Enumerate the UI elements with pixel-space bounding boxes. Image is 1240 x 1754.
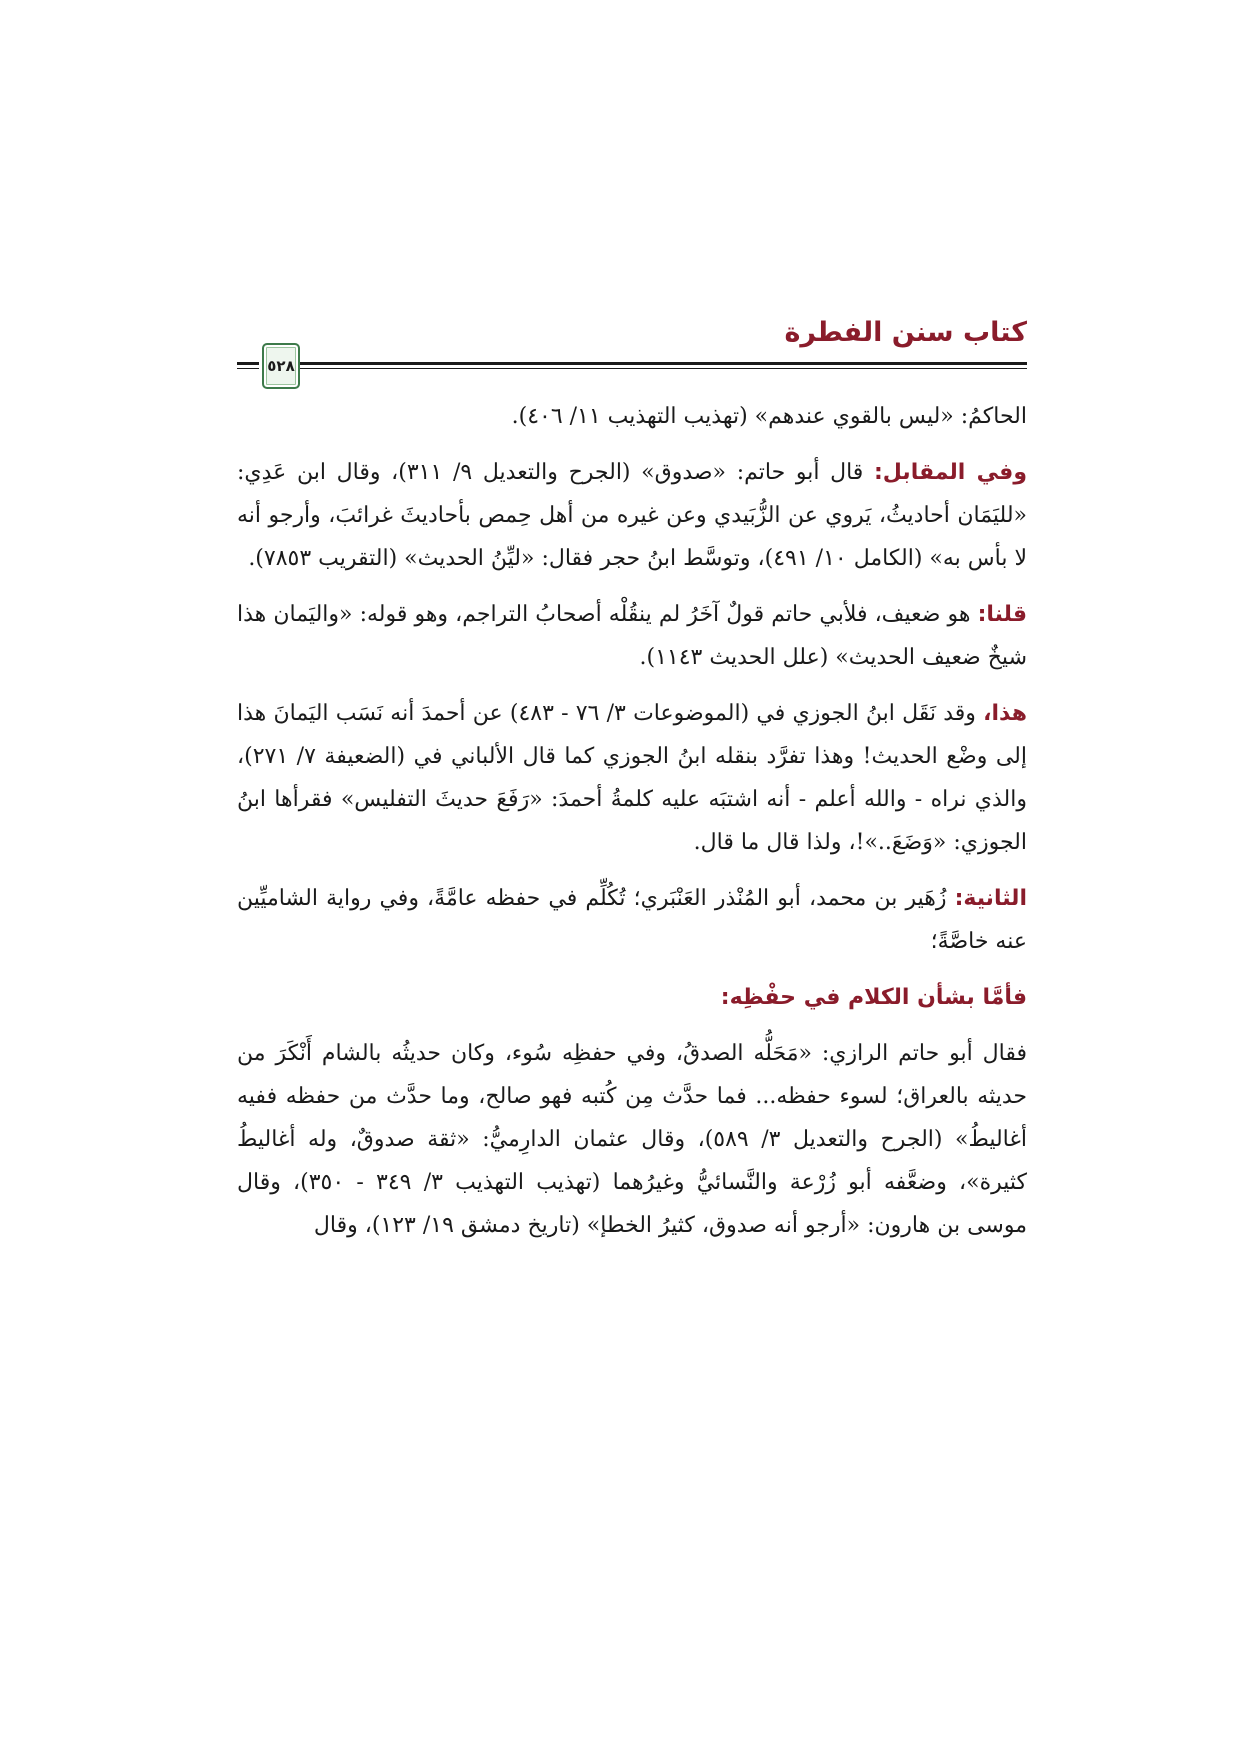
page-body	[237, 395, 1027, 1260]
paragraph	[237, 877, 1027, 963]
paragraph-text: وقد نَقَل ابنُ الجوزي في (الموضوعات ٣/ ٧٦ - ٤٨٣) عن أحمدَ أنه نَسَب اليَمانَ هذا إلى وضْع الحديث! وهذا تفرَّد بنقله ابنُ الجوزي كما قال الألباني في (الضعيفة ٧/ ٢٧١)، والذي نراه - والله أعلم - أنه اشتبَه عليه كلمةُ أحمدَ: «رَفَعَ حديثَ التفليس» فقرأها ابنُ الجوزي: «وَضَعَ..»!، ولذا قال ما قال.	[237, 701, 1027, 855]
paragraph-text: قال أبو حاتم: «صدوق» (الجرح والتعديل ٩/ ٣١١)، وقال ابن عَدِي: «لليَمَان أحاديثُ، يَروي عن الزُّبَيدي وعن غيره من أهل حِمص بأحاديثَ غرائبَ، وأرجو أنه لا بأس به» (الكامل ١٠/ ٤٩١)، وتوسَّط ابنُ حجر فقال: «ليِّنُ الحديث» (التقريب ٧٨٥٣).	[237, 460, 1027, 571]
header-rule-thin	[299, 368, 1027, 369]
paragraph	[237, 593, 1027, 679]
page-header	[237, 305, 1027, 385]
header-rule	[299, 362, 1027, 365]
paragraph	[237, 451, 1027, 580]
header-rule-left	[237, 362, 259, 365]
page-number: ٥٢٨	[267, 357, 295, 375]
paragraph-keyword: وفي المقابل:	[874, 460, 1028, 485]
paragraph-keyword: الثانية:	[954, 886, 1027, 911]
page-number-badge	[262, 343, 300, 389]
section-subheading: فأمَّا بشأن الكلام في حفْظِه:	[720, 985, 1027, 1010]
paragraph-text: زُهَير بن محمد، أبو المُنْذر العَنْبَري؛ تُكُلِّم في حفظه عامَّةً، وفي رواية الشاميِّين عنه خاصَّةً؛	[237, 886, 1027, 954]
paragraph	[237, 692, 1027, 864]
paragraph-text: هو ضعيف، فلأبي حاتم قولٌ آخَرُ لم ينقُلْه أصحابُ التراجم، وهو قوله: «واليَمان هذا شيخٌ ضعيف الحديث» (علل الحديث ١١٤٣).	[237, 602, 1027, 670]
paragraph-text: الحاكمُ: «ليس بالقوي عندهم» (تهذيب التهذيب ١١/ ٤٠٦).	[511, 404, 1027, 429]
header-rule-left-thin	[237, 368, 259, 369]
paragraph-keyword: قلنا:	[977, 602, 1027, 627]
book-title: كتاب سنن الفطرة	[784, 317, 1027, 348]
paragraph	[237, 395, 1027, 438]
paragraph-keyword: هذا،	[983, 701, 1028, 726]
paragraph: فقال أبو حاتم الرازي: «مَحَلُّه الصدقُ، وفي حفظِه سُوء، وكان حديثُه بالشام أَنْكَرَ من حديثه بالعراق؛ لسوء حفظه... فما حدَّث مِن كُتبه فهو صالح، وما حدَّث من حفظه ففيه أغاليطُ» (الجرح والتعديل ٣/ ٥٨٩)، وقال عثمان الدارِميُّ: «ثقة صدوقٌ، وله أغاليطُ كثيرة»، وضعَّفه أبو زُرْعة والنَّسائيُّ وغيرُهما (تهذيب التهذيب ٣/ ٣٤٩ - ٣٥٠)، وقال موسى بن هارون: «أرجو أنه صدوق، كثيرُ الخطإ» (تاريخ دمشق ١٩/ ١٢٣)، وقال	[237, 1041, 1028, 1238]
